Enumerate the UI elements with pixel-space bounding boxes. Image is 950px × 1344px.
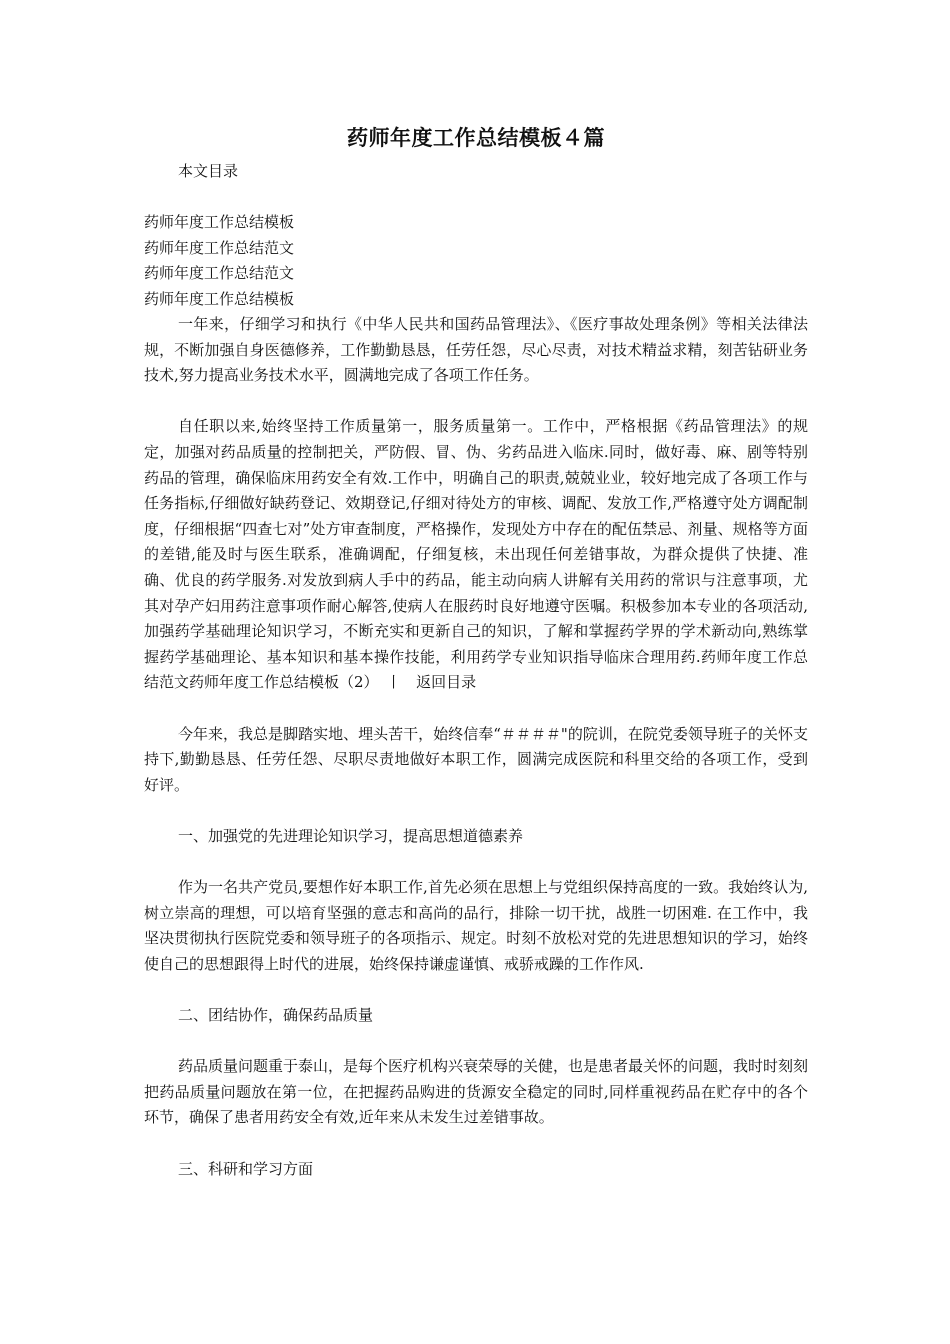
section-heading-3: 三、科研和学习方面 bbox=[178, 1159, 314, 1178]
document-page bbox=[144, 118, 808, 1182]
paragraph-gap bbox=[144, 389, 808, 415]
paragraph-gap bbox=[144, 798, 808, 824]
paragraph-intro: 一年来，仔细学习和执行《中华人民共和国药品管理法》、《医疗事故处理条例》等相关法律法规，不断加强自身医德修养，工作勤勤恳恳，任劳任怨，尽心尽责，对技术精益求精，刻苦钻研业务技术,努力提高业务技术水平，圆满地完成了各项工作任务。 bbox=[144, 315, 808, 385]
section-heading-1: 一、加强党的先进理论知识学习，提高思想道德素养 bbox=[178, 826, 524, 845]
paragraph-summary: 今年来，我总是脚踏实地、埋头苦干，始终信奉“＃＃＃＃"的院训，在院党委领导班子的关怀支持下,勤勤恳恳、任劳任怨、尽职尽责地做好本职工作，圆满完成医院和科里交给的各项工作，受到好评。 bbox=[144, 724, 808, 794]
paragraph-gap bbox=[144, 849, 808, 875]
paragraph-gap bbox=[144, 977, 808, 1003]
paragraph-duties bbox=[144, 414, 808, 696]
paragraph-party: 作为一名共产党员,要想作好本职工作,首先必须在思想上与党组织保持高度的一致。我始终认为,树立崇高的理想，可以培育坚强的意志和高尚的品行，排除一切干扰，战胜一切困难. 在工作中，我坚决贯彻执行医院党委和领导班子的各项指示、规定。时刻不放松对党的先进思想知识的学习，始终使自己的思想跟得上时代的进展，始终保持谦虚谨慎、戒骄戒躁的工作作风. bbox=[144, 878, 808, 973]
toc-item[interactable]: 药师年度工作总结范文 bbox=[144, 264, 295, 282]
paragraph-gap bbox=[144, 1131, 808, 1157]
toc-item[interactable]: 药师年度工作总结范文 bbox=[144, 238, 295, 257]
section-heading-2: 二、团结协作，确保药品质量 bbox=[178, 1006, 374, 1025]
toc-item[interactable]: 药师年度工作总结模板 bbox=[144, 213, 295, 231]
paragraph-gap bbox=[144, 1029, 808, 1055]
toc-heading: 本文目录 bbox=[178, 162, 239, 180]
table-of-contents bbox=[144, 210, 808, 312]
paragraph-duties-text: 自任职以来,始终坚持工作质量第一，服务质量第一。工作中，严格根据《药品管理法》的规定，加强对药品质量的控制把关，严防假、冒、伪、劣药品进入临床.同时，做好毒、麻、剧等特别药品的管理，确保临床用药安全有效.工作中，明确自己的职责,兢兢业业，较好地完成了各项工作与任务指标,仔细做好缺药登记、效期登记,仔细对待处方的审核、调配、发放工作,严格遵守处方调配制度，仔细根据“四查七对”处方审查制度，严格操作，发现处方中存在的配伍禁忌、剂量、规格等方面的差错,能及时与医生联系，准确调配，仔细复核，未出现任何差错事故，为群众提供了快捷、准确、优良的药学服务.对发放到病人手中的药品，能主动向病人讲解有关用药的常识与注意事项，尤其对孕产妇用药注意事项作耐心解答,使病人在服药时良好地遵守医嘱。积极参加本专业的各项活动,加强药学基础理论知识学习，不断充实和更新自己的知识，了解和掌握药学界的学术新动向,熟练掌握药学基础理论、基本知识和基本操作技能，利用药学专业知识指导临床合理用药.药师年度工作总结范文药师年度工作总结模板（2） bbox=[144, 417, 808, 692]
toc-item[interactable]: 药师年度工作总结模板 bbox=[144, 289, 295, 308]
back-to-toc-link[interactable]: 丨 返回目录 bbox=[386, 673, 477, 692]
paragraph-quality: 药品质量问题重于泰山，是每个医疗机构兴衰荣辱的关健，也是患者最关怀的问题，我时时刻刻把药品质量问题放在第一位，在把握药品购进的货源安全稳定的同时,同样重视药品在贮存中的各个环节，确保了患者用药安全有效,近年来从未发生过差错事故。 bbox=[144, 1057, 809, 1127]
document-title: 药师年度工作总结模板４篇 bbox=[347, 125, 605, 150]
paragraph-gap bbox=[144, 696, 808, 722]
